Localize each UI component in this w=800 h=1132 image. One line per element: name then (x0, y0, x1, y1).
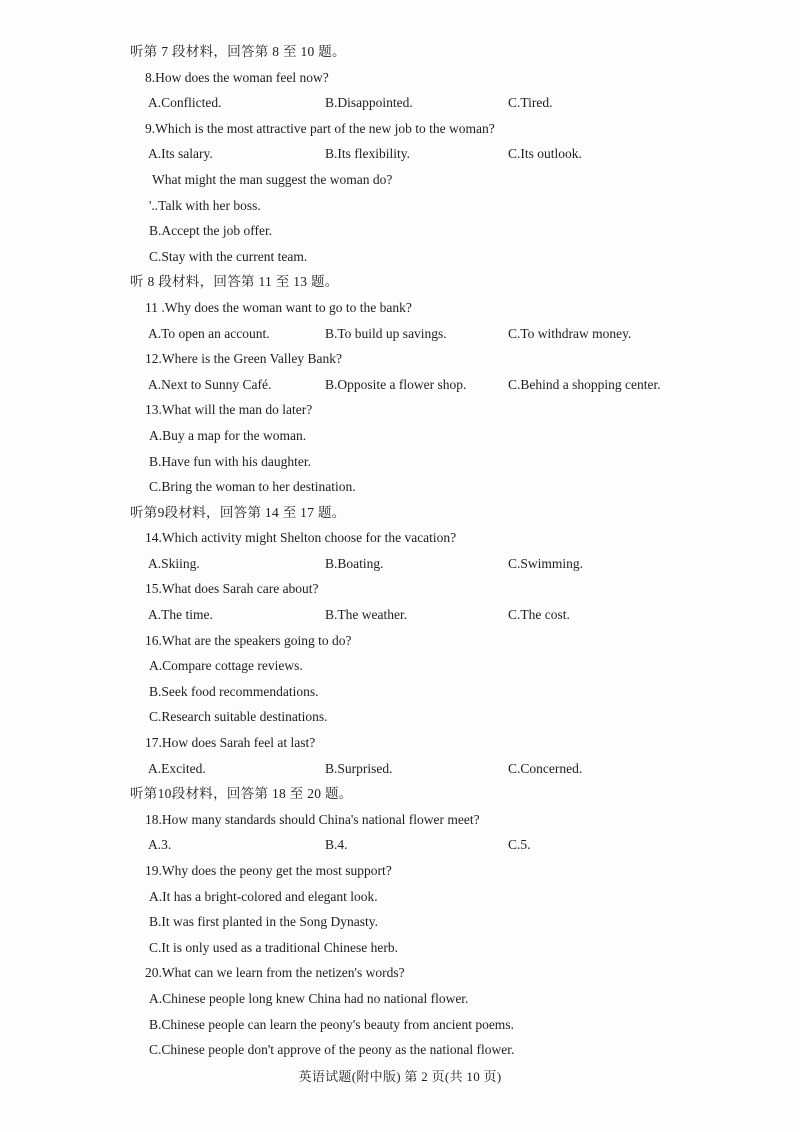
option-b: B.Chinese people can learn the peony's beauty from ancient poems. (149, 1016, 514, 1032)
question-10: What might the man suggest the woman do? (152, 171, 393, 187)
question-14: 14.Which activity might Shelton choose for the vacation? (145, 530, 457, 546)
option-a: A.Skiing. (148, 555, 200, 571)
question-20: 20.What can we learn from the netizen's words? (145, 965, 405, 981)
option-b: B.Accept the job offer. (149, 223, 273, 239)
section-heading: 听 8 段材料，回答第 11 至 13 题。 (130, 274, 339, 290)
option-b: B.Surprised. (325, 760, 393, 776)
option-c: C.Its outlook. (508, 146, 582, 162)
option-b: B.Boating. (325, 555, 384, 571)
question-19: 19.Why does the peony get the most support? (145, 863, 392, 878)
option-b: B.Have fun with his daughter. (149, 453, 311, 469)
option-b: B.Seek food recommendations. (149, 683, 319, 699)
option-c: C.Research suitable destinations. (149, 709, 328, 725)
option-c: C.Swimming. (508, 555, 584, 571)
question-12: 12.Where is the Green Valley Bank? (145, 351, 342, 367)
option-c: C.To withdraw money. (508, 325, 632, 341)
section-heading: 听第10段材料，回答第 18 至 20 题。 (130, 786, 353, 802)
option-a: A.To open an account. (148, 325, 270, 341)
option-a: A.3. (148, 837, 172, 853)
option-c: C.It is only used as a traditional Chinese herb. (149, 939, 398, 955)
question-11-options (0, 321, 800, 347)
option-b: B.To build up savings. (325, 325, 447, 341)
option-c: C.Stay with the current team. (149, 248, 308, 264)
option-b: B.Its flexibility. (325, 146, 410, 162)
exam-page (0, 39, 800, 1063)
option-a: A.Excited. (148, 760, 206, 776)
option-a: '..Talk with her boss. (149, 197, 261, 213)
option-a: A.Next to Sunny Café. (148, 376, 272, 392)
option-c: C.5. (508, 837, 531, 853)
question-12-options (0, 372, 800, 398)
page-footer: 英语试题(附中版) 第 2 页(共 10 页) (298, 1069, 502, 1084)
question-15-options (0, 602, 800, 628)
question-17: 17.How does Sarah feel at last? (145, 735, 316, 751)
question-8-options (0, 90, 800, 116)
question-9-options (0, 141, 800, 167)
option-b: B.4. (325, 837, 348, 853)
question-15: 15.What does Sarah care about? (145, 581, 319, 597)
option-c: C.The cost. (508, 607, 570, 623)
option-b: B.Opposite a flower shop. (325, 376, 467, 392)
option-b: B.Disappointed. (325, 95, 413, 111)
option-a: A.Buy a map for the woman. (149, 427, 307, 443)
option-a: A.The time. (148, 607, 213, 623)
section-heading: 听第 7 段材料，回答第 8 至 10 题。 (130, 44, 346, 59)
option-c: C.Concerned. (508, 760, 583, 776)
question-18-options (0, 832, 800, 858)
question-9: 9.Which is the most attractive part of the new job to the woman? (145, 120, 495, 136)
question-16: 16.What are the speakers going to do? (145, 632, 352, 648)
question-14-options (0, 551, 800, 577)
option-c: C.Chinese people don't approve of the peony as the national flower. (149, 1042, 515, 1058)
question-13: 13.What will the man do later? (145, 402, 313, 418)
option-b: B.The weather. (325, 607, 408, 623)
option-a: A.Conflicted. (148, 95, 222, 111)
option-a: A.Its salary. (148, 146, 213, 162)
section-heading: 听第9段材料，回答第 14 至 17 题。 (130, 504, 346, 520)
option-c: C.Tired. (508, 95, 553, 111)
option-b: B.It was first planted in the Song Dynasty. (149, 914, 378, 930)
option-a: A.Compare cottage reviews. (149, 658, 303, 674)
question-18: 18.How many standards should China's national flower meet? (145, 811, 480, 827)
question-8: 8.How does the woman feel now? (145, 69, 329, 85)
option-a: A.Chinese people long knew China had no national flower. (149, 990, 469, 1006)
question-11: 11 .Why does the woman want to go to the bank? (145, 299, 412, 315)
question-17-options (0, 756, 800, 782)
option-c: C.Behind a shopping center. (508, 376, 661, 392)
option-a: A.It has a bright-colored and elegant look. (149, 888, 378, 904)
option-c: C.Bring the woman to her destination. (149, 479, 356, 495)
